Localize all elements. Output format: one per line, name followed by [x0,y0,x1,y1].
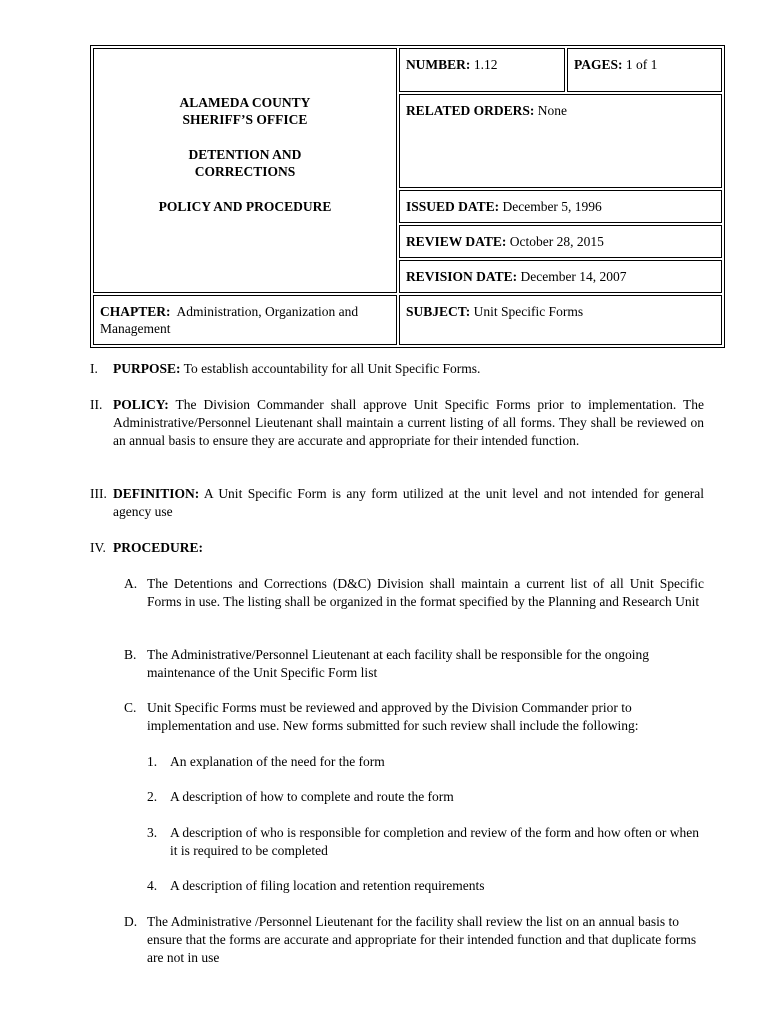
procedure-label: PROCEDURE: [113,540,203,555]
pages-value: 1 of 1 [625,57,658,72]
header-table [90,45,725,348]
policy-text: The Division Commander shall approve Unit Specific Forms prior to implementation. The Administrative/Personnel Lieutenant shall maintain a current listing of all forms. They shall be reviewed on an annual basis to ensure they are accurate and appropriate for their intended function. [113,397,704,448]
related-orders-label: RELATED ORDERS: [405,103,535,118]
agency-name: ALAMEDA COUNTY SHERIFF’S OFFICE [179,95,311,127]
procedure-subitem-3: 3. A description of who is responsible for completion and review of the form and how often or when it is required to be completed [147,825,699,858]
procedure-item-c: C. Unit Specific Forms must be reviewed and approved by the Division Commander prior to implementation and use. New forms submitted for such review shall include the following: [124,700,639,733]
definition-section [90,485,704,521]
revision-date-value: December 14, 2007 [520,269,627,284]
section-number: IV. [90,540,106,555]
issued-date-label: ISSUED DATE: [405,199,500,214]
agency-cell [93,48,397,293]
review-date-label: REVIEW DATE: [405,234,507,249]
revision-date-label: REVISION DATE: [405,269,518,284]
definition-label: DEFINITION: [113,486,200,501]
procedure-item-a: A. The Detentions and Corrections (D&C) Division shall maintain a current list of all Unit Specific Forms in use. The listing shall be organized in the format specified by the Planning and Research Unit [124,576,704,609]
document-type: POLICY AND PROCEDURE [158,199,332,214]
procedure-item-d: D. The Administrative /Personnel Lieutenant for the facility shall review the list on an annual basis to ensure that the forms are accurate and appropriate for their intended function and that duplicate forms are not in use [124,914,697,965]
issued-date-cell [399,190,722,223]
pages-cell [567,48,722,92]
chapter-value: Administration, Organization and Management [100,304,359,336]
policy-section [90,396,704,450]
section-number: I. [90,361,98,376]
division-name: DETENTION AND CORRECTIONS [188,147,302,179]
chapter-cell [93,295,397,345]
procedure-item-b: B. The Administrative/Personnel Lieutenant at each facility shall be responsible for the ongoing maintenance of the Unit Specific Form list [124,647,649,680]
procedure-subitem-4: 4. A description of filing location and retention requirements [147,878,485,893]
revision-date-cell [399,260,722,293]
purpose-label: PURPOSE: [113,361,181,376]
review-date-value: October 28, 2015 [509,234,604,249]
procedure-section [90,539,704,557]
chapter-label: CHAPTER: [100,304,171,319]
subject-cell [399,295,722,345]
policy-label: POLICY: [113,397,169,412]
number-cell [399,48,565,92]
subject-label: SUBJECT: [405,304,471,319]
purpose-text: To establish accountability for all Unit Specific Forms. [183,361,481,376]
pages-label: PAGES: [574,57,623,72]
definition-text: A Unit Specific Form is any form utilized at the unit level and not intended for general agency use [113,486,704,519]
procedure-subitem-1: 1. An explanation of the need for the form [147,754,385,769]
section-number: III. [90,486,107,501]
number-value: 1.12 [473,57,498,72]
purpose-section [90,360,704,378]
number-label: NUMBER: [405,57,471,72]
review-date-cell [399,225,722,258]
section-number: II. [90,397,103,412]
issued-date-value: December 5, 1996 [502,199,602,214]
procedure-subitem-2: 2. A description of how to complete and route the form [147,789,454,804]
related-orders-cell [399,94,722,188]
related-orders-value: None [537,103,567,118]
subject-value: Unit Specific Forms [473,304,584,319]
